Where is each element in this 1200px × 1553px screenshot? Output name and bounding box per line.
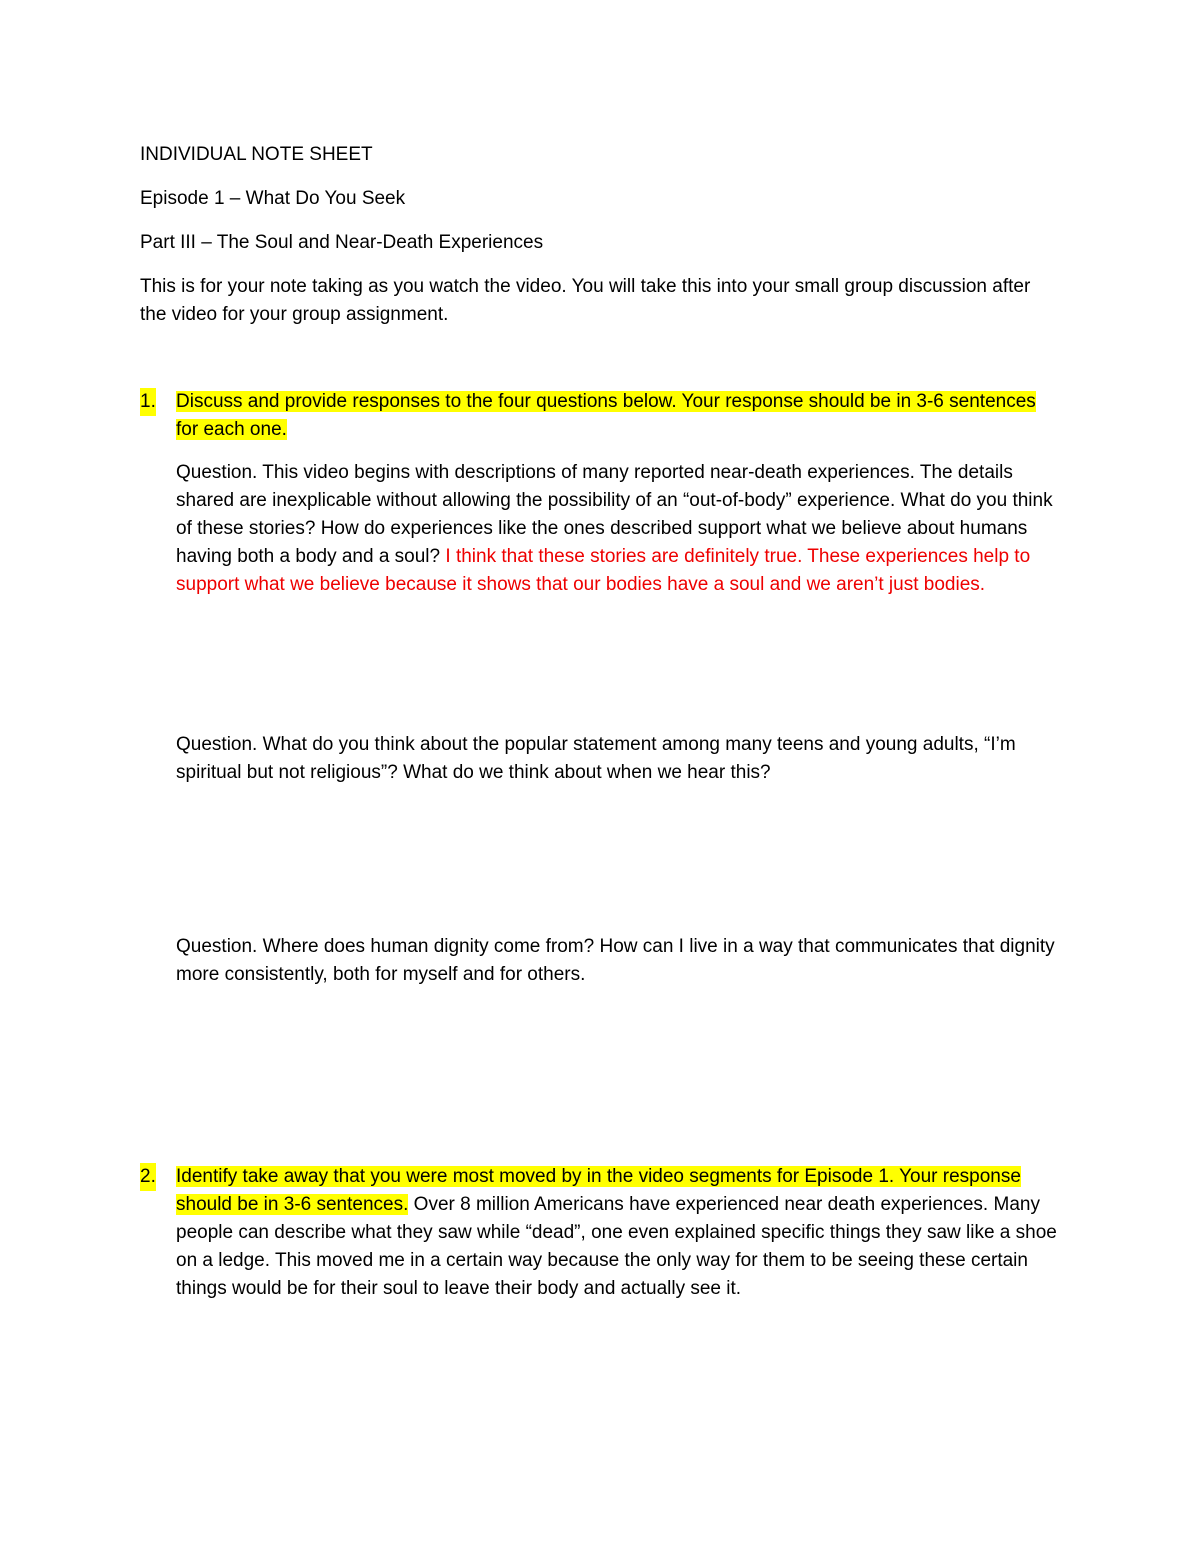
episode-heading: Episode 1 – What Do You Seek xyxy=(140,188,406,209)
item2-answer: Over 8 million Americans have experienced near death experiences. Many people can describe what they saw while “dead”, one even explained specific things they saw like a shoe on a ledge. This moved me in a certain way because the only way for them to be seeing these certain things would be for their soul to leave their body and actually see it. xyxy=(176,1194,1057,1299)
part-heading: Part III – The Soul and Near-Death Experiences xyxy=(140,232,544,253)
list-number-1: 1. xyxy=(140,388,156,416)
item1-instruction: Discuss and provide responses to the four questions below. Your response should be in 3-6 sentences for each one. xyxy=(176,391,1036,440)
list-item-2 xyxy=(140,1163,1060,1303)
list-item-1 xyxy=(140,388,1060,444)
question-2-text: Question. What do you think about the popular statement among many teens and young adults, “I’m spiritual but not religious”? What do we think about when we hear this? xyxy=(176,734,1016,783)
document-title: INDIVIDUAL NOTE SHEET xyxy=(140,144,373,165)
question-3 xyxy=(176,933,1060,989)
question-1 xyxy=(176,459,1060,599)
question-3-text: Question. Where does human dignity come from? How can I live in a way that communicates that dignity more consistently, both for myself and for others. xyxy=(176,936,1055,985)
question-1-text: Question. This video begins with descriptions of many reported near-death experiences. The details shared are inexplicable without allowing the possibility of an “out-of-body” experience. What do you think of these stories? How do experiences like the ones described support what we believe about humans having both a body and a soul? xyxy=(176,462,1053,567)
list-number-2: 2. xyxy=(140,1163,156,1191)
question-2 xyxy=(176,731,1060,787)
intro-paragraph: This is for your note taking as you watch the video. You will take this into your small group discussion after the video for your group assignment. xyxy=(140,276,1031,325)
question-1-answer: I think that these stories are definitely true. These experiences help to support what we believe because it shows that our bodies have a soul and we aren’t just bodies. xyxy=(176,546,1031,595)
item2-instruction: Identify take away that you were most moved by in the video segments for Episode 1. Your response should be in 3-6 sentences. xyxy=(176,1166,1021,1215)
